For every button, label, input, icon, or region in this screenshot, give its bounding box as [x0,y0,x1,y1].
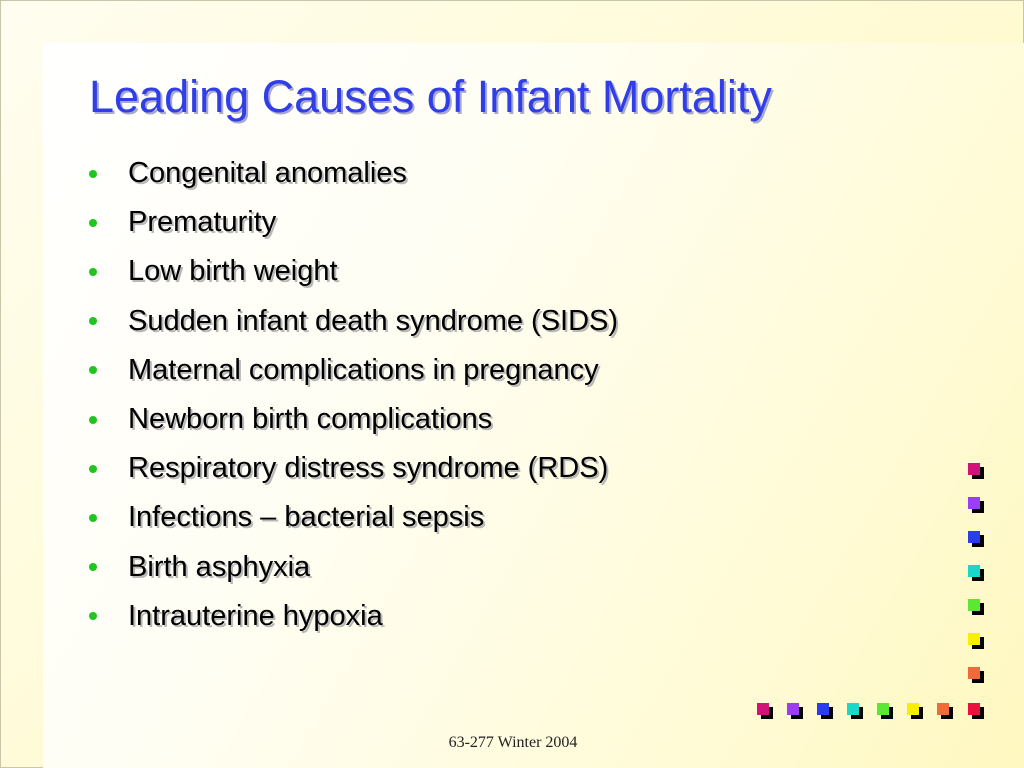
bullet-text: Prematurity [128,206,277,239]
slide-title: Leading Causes of Infant Mortality [89,71,772,122]
bullet-item [87,395,618,444]
bullet-text: Sudden infant death syndrome (SIDS) [128,304,619,337]
bullet-text: Low birth weight [128,255,338,288]
bullet-text: Maternal complications in pregnancy [128,353,599,386]
bullet-dot-icon [89,366,97,374]
decor-square-icon [847,703,859,715]
bullet-dot-icon [89,170,97,178]
bullet-dot-icon [89,563,97,571]
bullet-dot-icon [89,317,97,325]
bullet-text: Congenital anomalies [128,157,407,190]
bullet-item [87,346,618,395]
bullet-text: Intrauterine hypoxia [128,599,383,632]
bullet-dot-icon [89,514,97,522]
bullet-dot-icon [89,416,97,424]
decor-square-icon [968,497,980,509]
bullet-text: Infections – bacterial sepsis [128,501,485,534]
bullet-text: Birth asphyxia [128,550,311,583]
decor-square-icon [968,565,980,577]
bullet-item [87,592,618,641]
decor-square-icon [968,667,980,679]
bullet-item [87,444,618,493]
bullet-item [87,543,618,592]
decor-square-icon [937,703,949,715]
bullet-dot-icon [89,219,97,227]
decor-square-icon [968,463,980,475]
bullet-text: Newborn birth complications [128,403,493,436]
bullet-dot-icon [89,612,97,620]
decor-square-icon [817,703,829,715]
slide-footer: 63-277 Winter 2004 [448,734,578,751]
bullet-item [87,149,618,198]
bullet-list [87,149,618,641]
decor-square-icon [757,703,769,715]
decor-square-icon [968,633,980,645]
bullet-item [87,247,618,296]
decor-square-icon [968,531,980,543]
decor-square-icon [907,703,919,715]
decor-square-icon [968,703,980,715]
decor-square-icon [787,703,799,715]
bullet-dot-icon [89,268,97,276]
decor-square-icon [877,703,889,715]
bullet-item [87,493,618,542]
bullet-dot-icon [89,465,97,473]
bullet-item [87,198,618,247]
bullet-text: Respiratory distress syndrome (RDS) [128,452,609,485]
decor-square-icon [968,599,980,611]
bullet-item [87,297,618,346]
